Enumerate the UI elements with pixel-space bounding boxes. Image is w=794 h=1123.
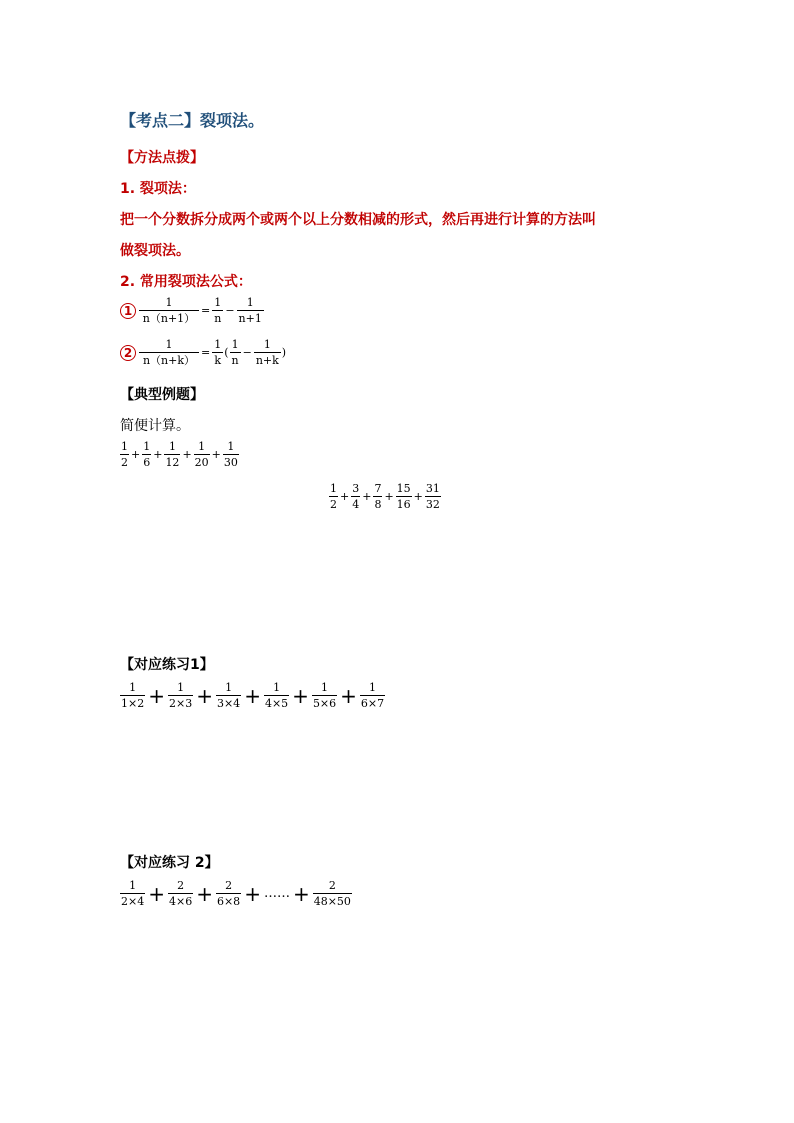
- formula-2-r2: $\frac{1}{n+k}$: [255, 338, 279, 367]
- method-item1-label: 1. 裂项法：: [120, 181, 196, 197]
- practice2-ellipsis: ……: [263, 886, 290, 901]
- example-expr-2: $\frac{1}{2}$ + $\frac{3}{4}$ + $\frac{7}{8}$ + $\frac{15}{16}$ + $\frac{31}{32}$: [330, 482, 440, 511]
- formula-1-lhs: $\frac{1}{n(n+1)}$: [139, 297, 199, 324]
- formula-2-open-paren: (: [224, 346, 229, 359]
- formula-1-r1: $\frac{1}{n}$: [214, 296, 222, 325]
- examples-instruction: 简便计算。: [120, 418, 190, 434]
- formula-2-marker: 2: [120, 345, 136, 361]
- formula-1-r2: $\frac{1}{n+1}$: [238, 296, 262, 325]
- method-item1-text-line1: 把一个分数拆分成两个或两个以上分数相减的形式，然后再进行计算的方法叫: [120, 212, 596, 228]
- section-title: [120, 108, 264, 131]
- practice2-heading: 【对应练习 2】: [120, 855, 219, 871]
- method-item1-text-line2: 做裂项法。: [120, 243, 190, 259]
- formula-1-marker: 1: [120, 303, 136, 319]
- formula-2-minus: −: [242, 346, 252, 359]
- practice1-expr: $\frac{1}{1\times 2}$ + $\frac{1}{2\times 3}$ + $\frac{1}{3\times 4}$ + $\frac{1}{4\times 5}$ + $\frac{1}{5\times 6}$ + $\frac{1}{6\times 7}$: [121, 681, 385, 710]
- practice2-expr: $\frac{1}{2\times 4}$ + $\frac{2}{4\times 6}$ + $\frac{2}{6\times 8}$ + …… + $\frac{2}{48\times 50}$: [121, 879, 351, 908]
- formula-2-r1: $\frac{1}{n}$: [231, 338, 239, 367]
- practice1-heading: 【对应练习1】: [120, 657, 214, 673]
- section-bracket-title: 【考点二】: [120, 111, 201, 130]
- example-expr-1: $\frac{1}{2}$ + $\frac{1}{6}$ + $\frac{1}{12}$ + $\frac{1}{20}$ + $\frac{1}{30}$: [121, 440, 238, 469]
- formula-2: [120, 339, 287, 366]
- formula-1-eq: =: [201, 304, 211, 317]
- method-item2-label: 2. 常用裂项法公式：: [120, 274, 252, 290]
- formula-2-eq: =: [201, 346, 211, 359]
- method-heading: 【方法点拨】: [120, 150, 204, 166]
- formula-2-close-paren: ): [281, 346, 287, 359]
- examples-heading: 【典型例题】: [120, 387, 204, 403]
- formula-2-k: $\frac{1}{k}$: [214, 338, 222, 367]
- formula-1-minus: −: [225, 304, 235, 317]
- formula-1: [120, 297, 264, 324]
- formula-2-lhs: $\frac{1}{n(n+k)}$: [139, 339, 199, 366]
- section-title-rest: 裂项法。: [200, 111, 265, 130]
